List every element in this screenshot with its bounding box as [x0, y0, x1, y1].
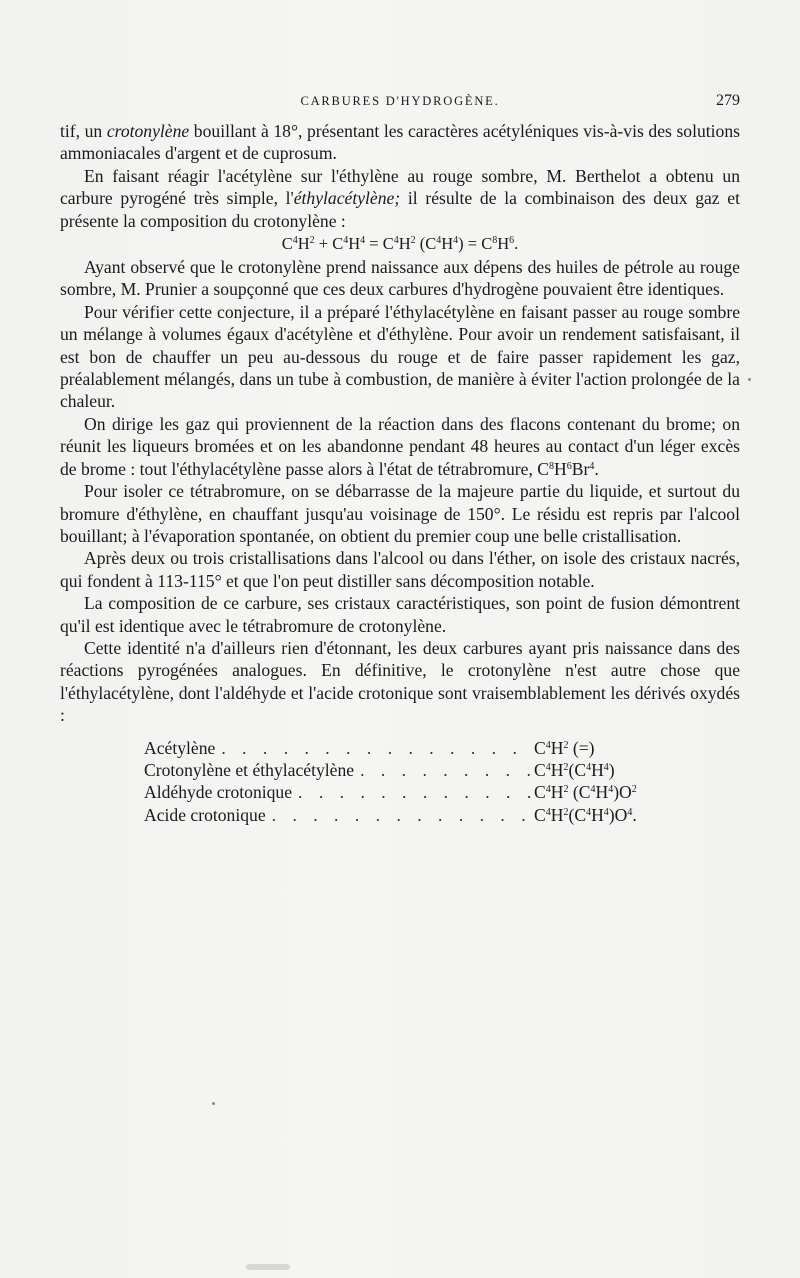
- compound-row: [144, 781, 664, 803]
- text-run: )O: [613, 782, 632, 803]
- text-run: (C: [415, 234, 437, 254]
- compound-formula: [534, 737, 664, 759]
- text-run: H: [497, 234, 510, 254]
- superscript: 6: [509, 235, 515, 247]
- superscript: 4: [603, 806, 609, 818]
- text-run: Pour vérifier cette conjecture, il a préparé l'éthylacétylène en faisant passer au rouge sombre un mélange à volumes égaux d'acétylène et d'éthylène. Pour avoir un rendement satisfaisant, il est bon de chauffer un peu au-dessous du rouge et de faire passer rapidement les gaz, préalablement mélangés, dans un tube à combustion, de manière à éviter l'action prolongée de la chaleur.: [60, 301, 740, 412]
- superscript: 4: [343, 235, 349, 247]
- superscript: 2: [563, 761, 569, 773]
- text-run: On dirige les gaz qui proviennent de la réaction dans des flacons contenant du brome; on réunit les liqueurs bromées et on les abandonne pendant 48 heures au contact d'un léger excès de brome : tout l'éthylacétylène passe alors à l'état de tétrabromure, C: [60, 413, 740, 479]
- text-run: H: [348, 234, 361, 254]
- superscript: 4: [545, 739, 551, 751]
- superscript: 4: [603, 761, 609, 773]
- text-run: Après deux ou trois cristallisations dans l'alcool ou dans l'éther, on isole des cristaux nacrés, qui fondent à 113-115° et que l'on peut distiller sans décomposition notable.: [60, 548, 740, 591]
- body-text: [60, 120, 740, 826]
- compound-name: Aldéhyde crotonique: [144, 782, 293, 803]
- text-run: + C: [314, 234, 344, 254]
- compound-row: [144, 737, 664, 759]
- text-run: il résulte de la combinaison des deux gaz et présente la composition du crotonylène :: [60, 188, 740, 231]
- superscript: 4: [545, 806, 551, 818]
- text-run: = C: [365, 234, 394, 254]
- paragraph: [60, 256, 740, 301]
- text-run: )O: [608, 804, 628, 825]
- text-run: ) = C: [458, 234, 493, 254]
- compound-row: [144, 759, 664, 781]
- superscript: 4: [627, 806, 633, 818]
- running-title: CARBURES D'HYDROGÈNE.: [300, 94, 500, 108]
- superscript: 4: [586, 806, 592, 818]
- leader-dots: [215, 737, 534, 759]
- text-run: .: [514, 234, 519, 254]
- italic-term: crotonylène: [106, 121, 190, 141]
- superscript: 4: [453, 235, 459, 247]
- italic-term: éthylacétylène;: [293, 188, 401, 209]
- text-run: ): [608, 759, 615, 780]
- text-run: H: [297, 234, 310, 254]
- superscript: 4: [608, 784, 614, 796]
- paragraph: [60, 413, 740, 480]
- compound-row: [144, 804, 664, 826]
- superscript: 8: [549, 460, 555, 472]
- superscript: 4: [590, 784, 596, 796]
- text-run: H: [550, 782, 564, 803]
- paragraph: [60, 547, 740, 592]
- compound-name: Acétylène: [144, 737, 216, 758]
- text-run: bouillant à 18°, présentant les caractères acétyléniques vis-à-vis des solutions ammoniacales d'argent et de cuprosum.: [60, 121, 740, 164]
- scan-speck: [212, 1102, 215, 1105]
- paragraph: [60, 165, 740, 232]
- text-run: tif, un: [60, 121, 107, 141]
- text-run: C: [281, 234, 293, 254]
- text-run: C: [534, 804, 546, 825]
- superscript: 6: [566, 460, 572, 472]
- scan-speck: [748, 378, 751, 381]
- paragraph: [60, 120, 740, 165]
- compound-formula: [534, 759, 664, 781]
- formula: [60, 232, 740, 256]
- leader-dots: [292, 781, 534, 803]
- superscript: 8: [492, 235, 498, 247]
- text-run: H: [398, 234, 411, 254]
- leader-dots: [266, 804, 534, 826]
- superscript: 4: [292, 235, 298, 247]
- text-run: (C: [568, 782, 591, 803]
- paragraph: [60, 480, 740, 547]
- paragraph-list: [60, 120, 740, 727]
- superscript: 2: [410, 235, 416, 247]
- superscript: 4: [545, 784, 551, 796]
- superscript: 4: [436, 235, 442, 247]
- text-run: H: [591, 759, 604, 780]
- text-run: En faisant réagir l'acétylène sur l'éthylène au rouge sombre, M. Berthelot a obtenu un carbure pyrogéné très simple, l': [60, 165, 740, 209]
- superscript: 4: [545, 761, 551, 773]
- text-run: .: [594, 458, 599, 479]
- compound-name: Crotonylène et éthylacétylène: [144, 759, 355, 780]
- paragraph: [60, 637, 740, 727]
- leader-dots: [354, 759, 534, 781]
- compound-formula: [534, 781, 664, 803]
- text-run: H: [595, 782, 609, 803]
- text-run: (C: [568, 759, 587, 780]
- superscript: 2: [563, 784, 569, 796]
- text-run: (C: [568, 804, 587, 825]
- text-run: Cette identité n'a d'ailleurs rien d'étonnant, les deux carbures ayant pris naissance dans des réactions pyrogénées analogues. En définitive, le crotonylène n'est autre chose que l'éthylacétylène, dont l'aldéhyde et l'acide crotonique sont vraisemblablement les dérivés oxydés :: [60, 637, 740, 726]
- text-run: Pour isoler ce tétrabromure, on se débarrasse de la majeure partie du liquide, et surtout du bromure d'éthylène, en chauffant jusqu'au voisinage de 150°. Le résidu est repris par l'alcool bouillant; à l'évaporation spontanée, on obtient du premier coup une belle cristallisation.: [60, 481, 740, 546]
- superscript: 4: [393, 235, 399, 247]
- compound-formula: [534, 804, 664, 826]
- text-run: H: [441, 234, 454, 254]
- scan-smudge: [246, 1264, 290, 1270]
- text-run: Ayant observé que le crotonylène prend naissance aux dépens des huiles de pétrole au rouge sombre, M. Prunier a soupçonné que ces deux carbures d'hydrogène pouvaient être identiques.: [60, 257, 740, 300]
- text-run: (=): [568, 737, 595, 758]
- text-run: C: [534, 737, 546, 758]
- paragraph: [60, 592, 740, 637]
- text-run: H: [550, 759, 564, 780]
- paragraph: [60, 301, 740, 413]
- compound-list: [144, 737, 664, 827]
- page-number: 279: [716, 92, 740, 109]
- text-run: H: [591, 804, 604, 825]
- text-run: Br: [571, 458, 590, 479]
- superscript: 2: [563, 739, 569, 751]
- text-run: H: [554, 458, 567, 479]
- superscript: 4: [360, 235, 366, 247]
- superscript: 2: [631, 784, 637, 796]
- superscript: 4: [586, 761, 592, 773]
- compound-name: Acide crotonique: [144, 804, 266, 825]
- text-run: .: [632, 804, 637, 825]
- text-run: H: [550, 804, 564, 825]
- superscript: 4: [589, 460, 595, 472]
- text-run: C: [534, 759, 546, 780]
- page-header: [60, 92, 740, 112]
- superscript: 2: [563, 806, 569, 818]
- superscript: 2: [309, 235, 315, 247]
- text-run: H: [550, 737, 564, 758]
- text-run: C: [534, 782, 546, 803]
- text-run: La composition de ce carbure, ses cristaux caractéristiques, son point de fusion démontrent qu'il est identique avec le tétrabromure de crotonylène.: [60, 593, 740, 636]
